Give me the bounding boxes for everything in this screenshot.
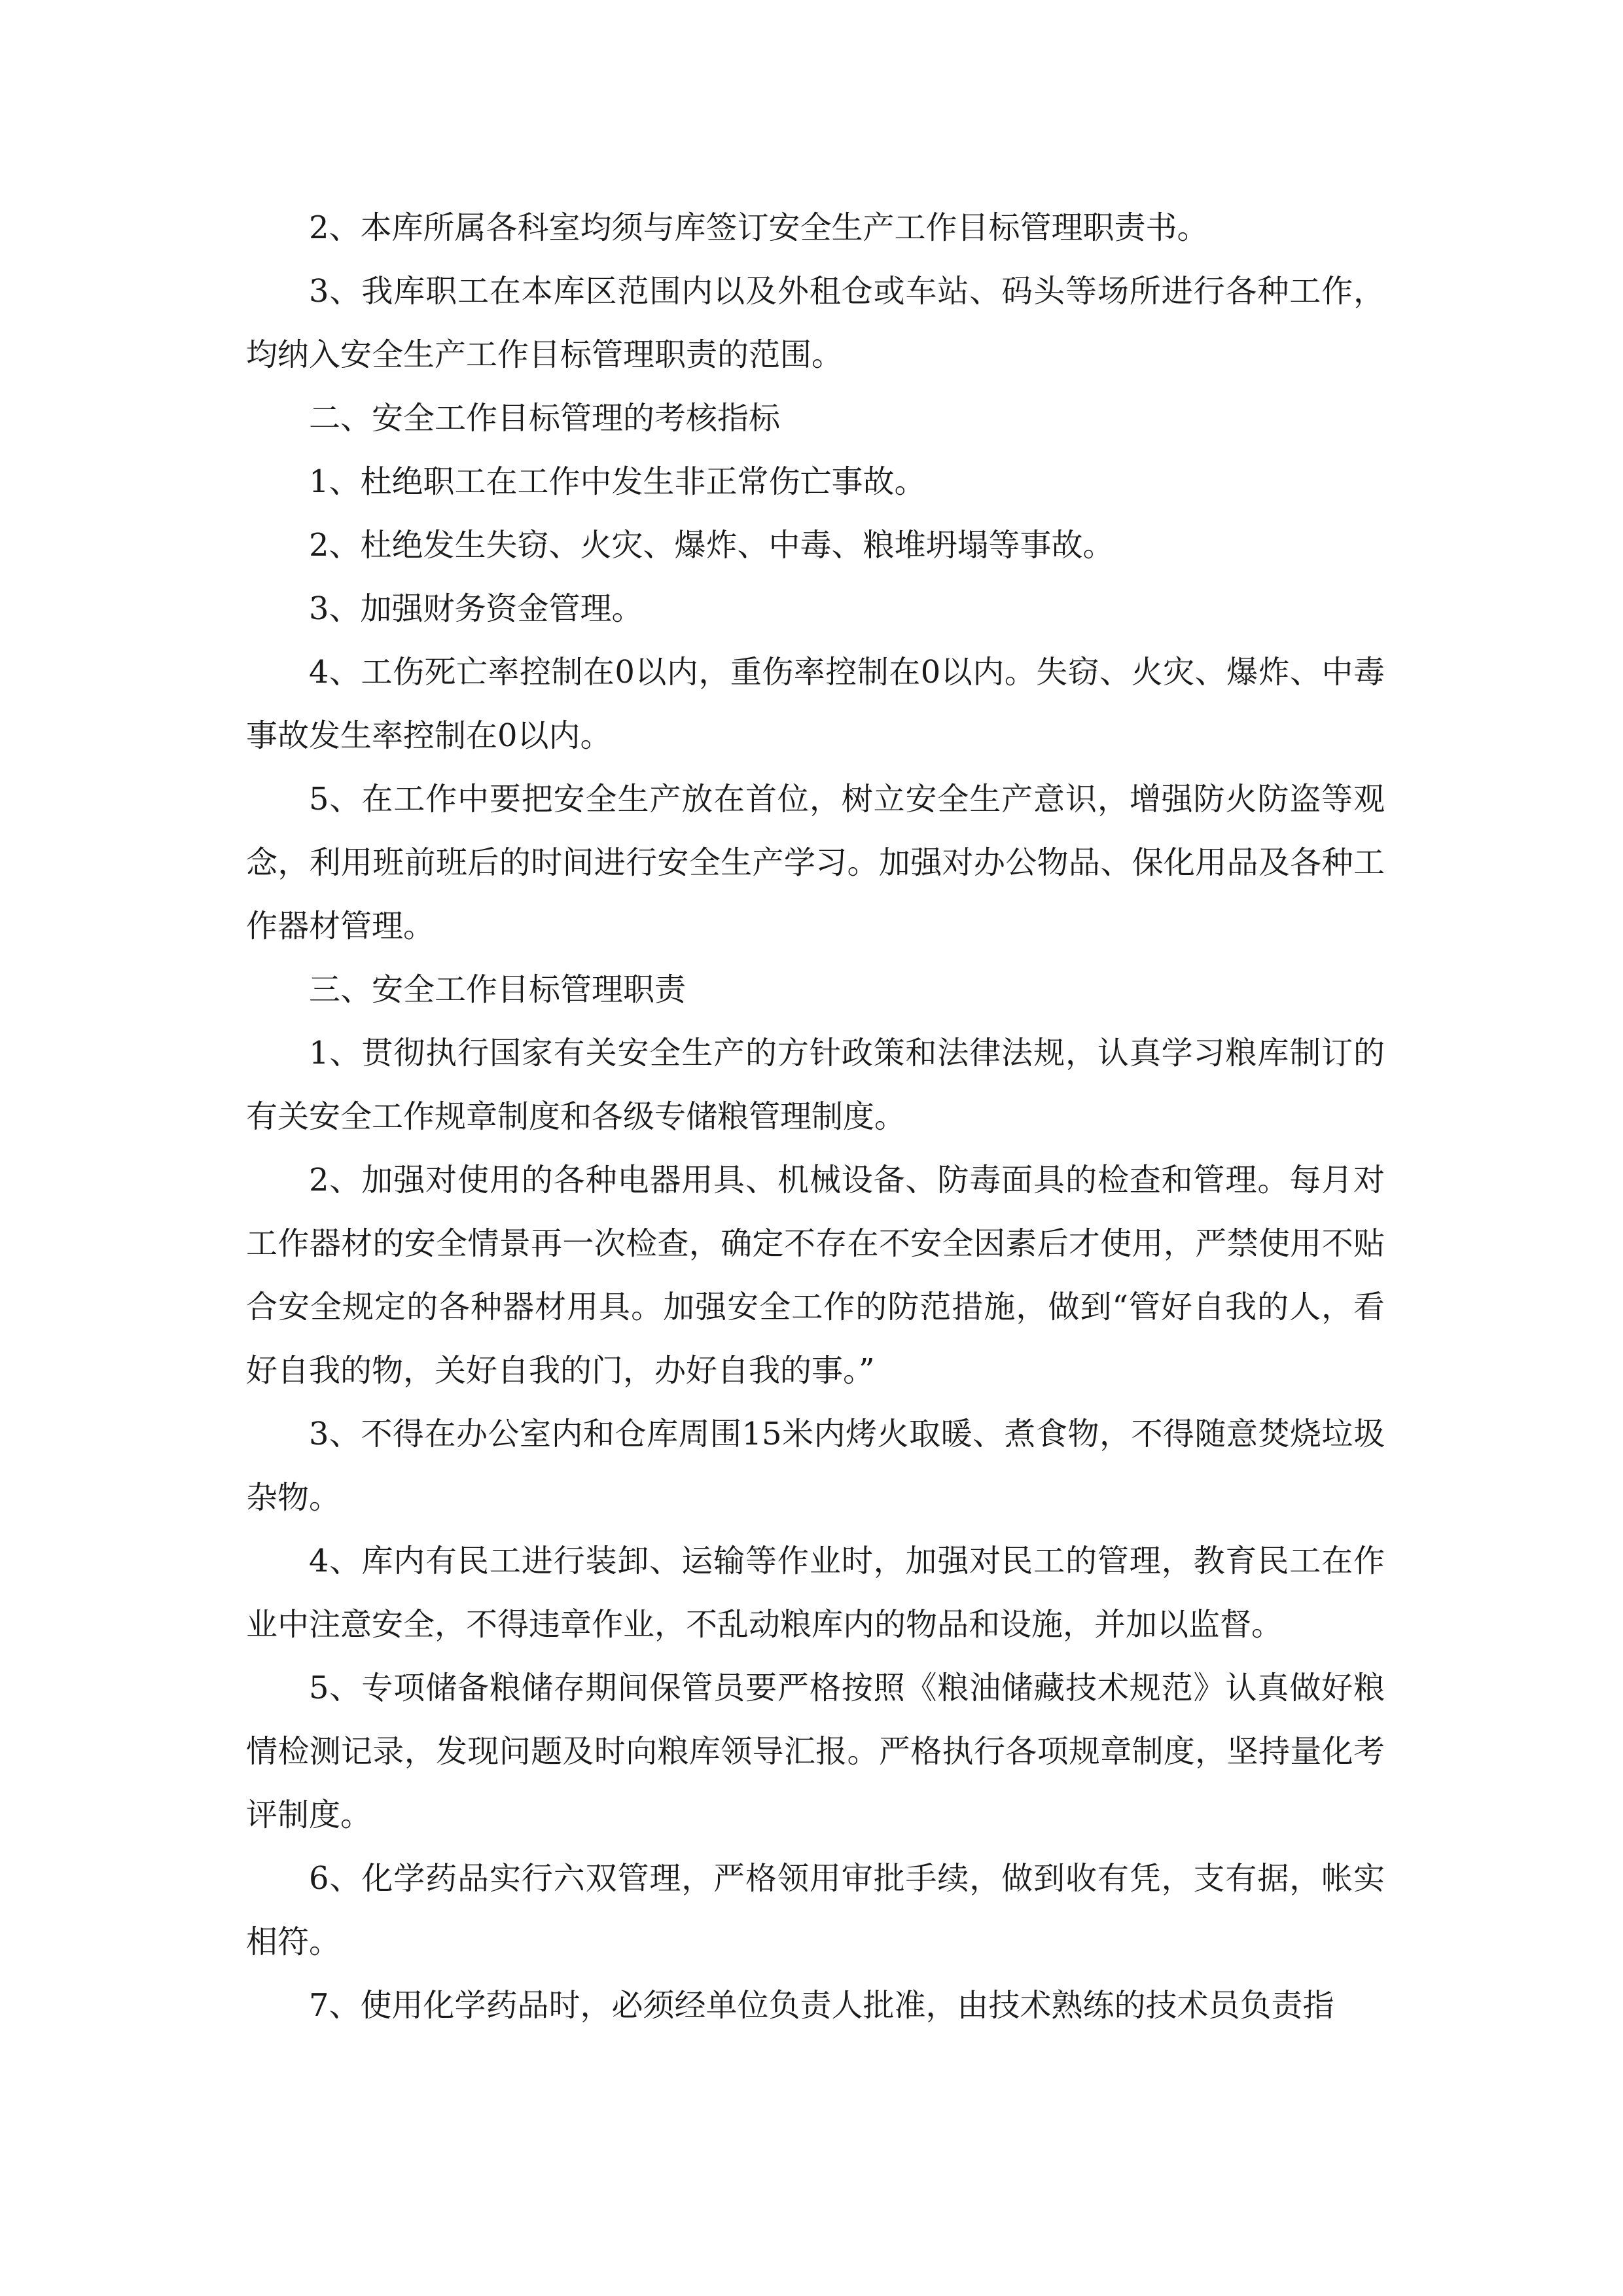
section-heading-3: 三、安全工作目标管理职责 (309, 971, 687, 1008)
paragraph-2: 3、我库职工在本库区范围内以及外租仓或车站、码头等场所进行各种工作，均纳入安全生产工作目标管理职责的范围。 (246, 273, 1385, 373)
paragraph-4: 2、杜绝发生失窃、火灾、爆炸、中毒、粮堆坍塌等事故。 (309, 527, 1115, 564)
paragraph-8: 1、贯彻执行国家有关安全生产的方针政策和法律法规，认真学习粮库制订的有关安全工作规章制度和各级专储粮管理制度。 (246, 1035, 1385, 1135)
paragraph-10: 3、不得在办公室内和仓库周围15米内烤火取暖、煮食物，不得随意焚烧垃圾杂物。 (246, 1416, 1385, 1516)
section-heading-2: 二、安全工作目标管理的考核指标 (309, 400, 781, 437)
paragraph-7: 5、在工作中要把安全生产放在首位，树立安全生产意识，增强防火防盗等观念，利用班前班后的时间进行安全生产学习。加强对办公物品、保化用品及各种工作器材管理。 (246, 781, 1385, 944)
paragraph-1: 2、本库所属各科室均须与库签订安全生产工作目标管理职责书。 (309, 209, 1209, 246)
paragraph-13: 6、化学药品实行六双管理，严格领用审批手续，做到收有凭，支有据，帐实相符。 (246, 1860, 1385, 1960)
document-body (246, 196, 1385, 2037)
paragraph-12: 5、专项储备粮储存期间保管员要严格按照《粮油储藏技术规范》认真做好粮情检测记录，发现问题及时向粮库领导汇报。严格执行各项规章制度，坚持量化考评制度。 (246, 1670, 1385, 1833)
paragraph-6: 4、工伤死亡率控制在0以内，重伤率控制在0以内。失窃、火灾、爆炸、中毒事故发生率控制在0以内。 (246, 654, 1385, 754)
paragraph-3: 1、杜绝职工在工作中发生非正常伤亡事故。 (309, 463, 926, 500)
paragraph-11: 4、库内有民工进行装卸、运输等作业时，加强对民工的管理，教育民工在作业中注意安全，不得违章作业，不乱动粮库内的物品和设施，并加以监督。 (246, 1543, 1385, 1643)
paragraph-9: 2、加强对使用的各种电器用具、机械设备、防毒面具的检查和管理。每月对工作器材的安全情景再一次检查，确定不存在不安全因素后才使用，严禁使用不贴合安全规定的各种器材用具。加强安全工作的防范措施，做到“管好自我的人，看好自我的物，关好自我的门，办好自我的事。” (246, 1162, 1385, 1389)
paragraph-14: 7、使用化学药品时，必须经单位负责人批准，由技术熟练的技术员负责指 (309, 1987, 1334, 2024)
paragraph-5: 3、加强财务资金管理。 (309, 590, 643, 627)
